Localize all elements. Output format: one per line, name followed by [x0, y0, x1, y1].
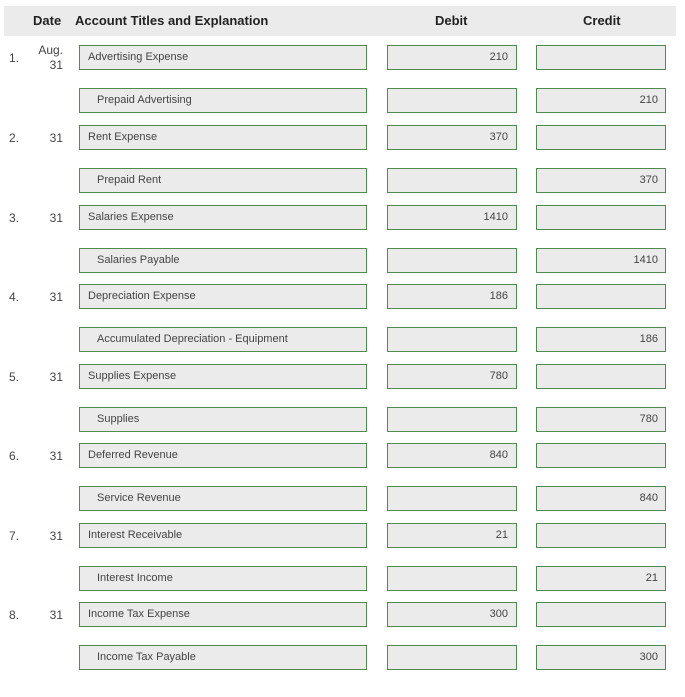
credit-amount-input-empty[interactable] [536, 205, 666, 230]
table-header [4, 6, 676, 36]
debit-amount-input[interactable]: 300 [387, 602, 517, 627]
entry-date-day: 31 [49, 449, 63, 463]
debit-amount-input[interactable]: 780 [387, 364, 517, 389]
credit-account-input[interactable]: Prepaid Rent [79, 168, 367, 193]
entry-number: 1. [9, 51, 20, 65]
entry-date-day: 31 [49, 608, 63, 622]
entry-date-month: Aug. [38, 43, 63, 57]
entry-date-day: 31 [49, 211, 63, 225]
credit-amount-input-empty[interactable] [536, 364, 666, 389]
entry-date-day: 31 [49, 529, 63, 543]
debit-account-input[interactable]: Salaries Expense [79, 205, 367, 230]
credit-account-input[interactable]: Service Revenue [79, 486, 367, 511]
debit-amount-input[interactable]: 840 [387, 443, 517, 468]
debit-amount-input-empty[interactable] [387, 248, 517, 273]
credit-amount-input[interactable]: 210 [536, 88, 666, 113]
debit-amount-input-empty[interactable] [387, 168, 517, 193]
credit-amount-input[interactable]: 780 [536, 407, 666, 432]
entry-date-day: 31 [49, 131, 63, 145]
entry-number: 2. [9, 131, 20, 145]
credit-amount-input[interactable]: 1410 [536, 248, 666, 273]
debit-amount-input[interactable]: 186 [387, 284, 517, 309]
debit-amount-input[interactable]: 21 [387, 523, 517, 548]
credit-amount-input-empty[interactable] [536, 602, 666, 627]
credit-amount-input-empty[interactable] [536, 443, 666, 468]
credit-amount-input[interactable]: 21 [536, 566, 666, 591]
credit-account-input[interactable]: Prepaid Advertising [79, 88, 367, 113]
header-credit: Credit [583, 13, 621, 28]
entry-number: 8. [9, 608, 20, 622]
entry-number: 5. [9, 370, 20, 384]
credit-account-input[interactable]: Interest Income [79, 566, 367, 591]
debit-amount-input[interactable]: 1410 [387, 205, 517, 230]
debit-account-input[interactable]: Rent Expense [79, 125, 367, 150]
credit-amount-input[interactable]: 300 [536, 645, 666, 670]
header-debit: Debit [435, 13, 468, 28]
debit-account-input[interactable]: Deferred Revenue [79, 443, 367, 468]
entry-date [29, 43, 63, 73]
debit-amount-input-empty[interactable] [387, 645, 517, 670]
credit-amount-input-empty[interactable] [536, 125, 666, 150]
credit-account-input[interactable]: Income Tax Payable [79, 645, 367, 670]
credit-amount-input[interactable]: 840 [536, 486, 666, 511]
entry-date-day: 31 [49, 370, 63, 384]
entry-number: 6. [9, 449, 20, 463]
credit-account-input[interactable]: Salaries Payable [79, 248, 367, 273]
debit-account-input[interactable]: Supplies Expense [79, 364, 367, 389]
credit-amount-input[interactable]: 186 [536, 327, 666, 352]
debit-amount-input-empty[interactable] [387, 566, 517, 591]
debit-amount-input[interactable]: 210 [387, 45, 517, 70]
credit-amount-input-empty[interactable] [536, 284, 666, 309]
debit-account-input[interactable]: Depreciation Expense [79, 284, 367, 309]
debit-amount-input[interactable]: 370 [387, 125, 517, 150]
credit-account-input[interactable]: Accumulated Depreciation - Equipment [79, 327, 367, 352]
credit-amount-input[interactable]: 370 [536, 168, 666, 193]
credit-amount-input-empty[interactable] [536, 45, 666, 70]
entry-number: 4. [9, 290, 20, 304]
entry-number: 3. [9, 211, 20, 225]
header-date: Date [33, 13, 62, 28]
header-account: Account Titles and Explanation [75, 13, 269, 28]
debit-account-input[interactable]: Income Tax Expense [79, 602, 367, 627]
entry-number: 7. [9, 529, 20, 543]
debit-account-input[interactable]: Advertising Expense [79, 45, 367, 70]
debit-amount-input-empty[interactable] [387, 88, 517, 113]
credit-account-input[interactable]: Supplies [79, 407, 367, 432]
entry-date-day: 31 [49, 58, 63, 72]
debit-amount-input-empty[interactable] [387, 327, 517, 352]
debit-account-input[interactable]: Interest Receivable [79, 523, 367, 548]
debit-amount-input-empty[interactable] [387, 407, 517, 432]
debit-amount-input-empty[interactable] [387, 486, 517, 511]
entry-date-day: 31 [49, 290, 63, 304]
credit-amount-input-empty[interactable] [536, 523, 666, 548]
